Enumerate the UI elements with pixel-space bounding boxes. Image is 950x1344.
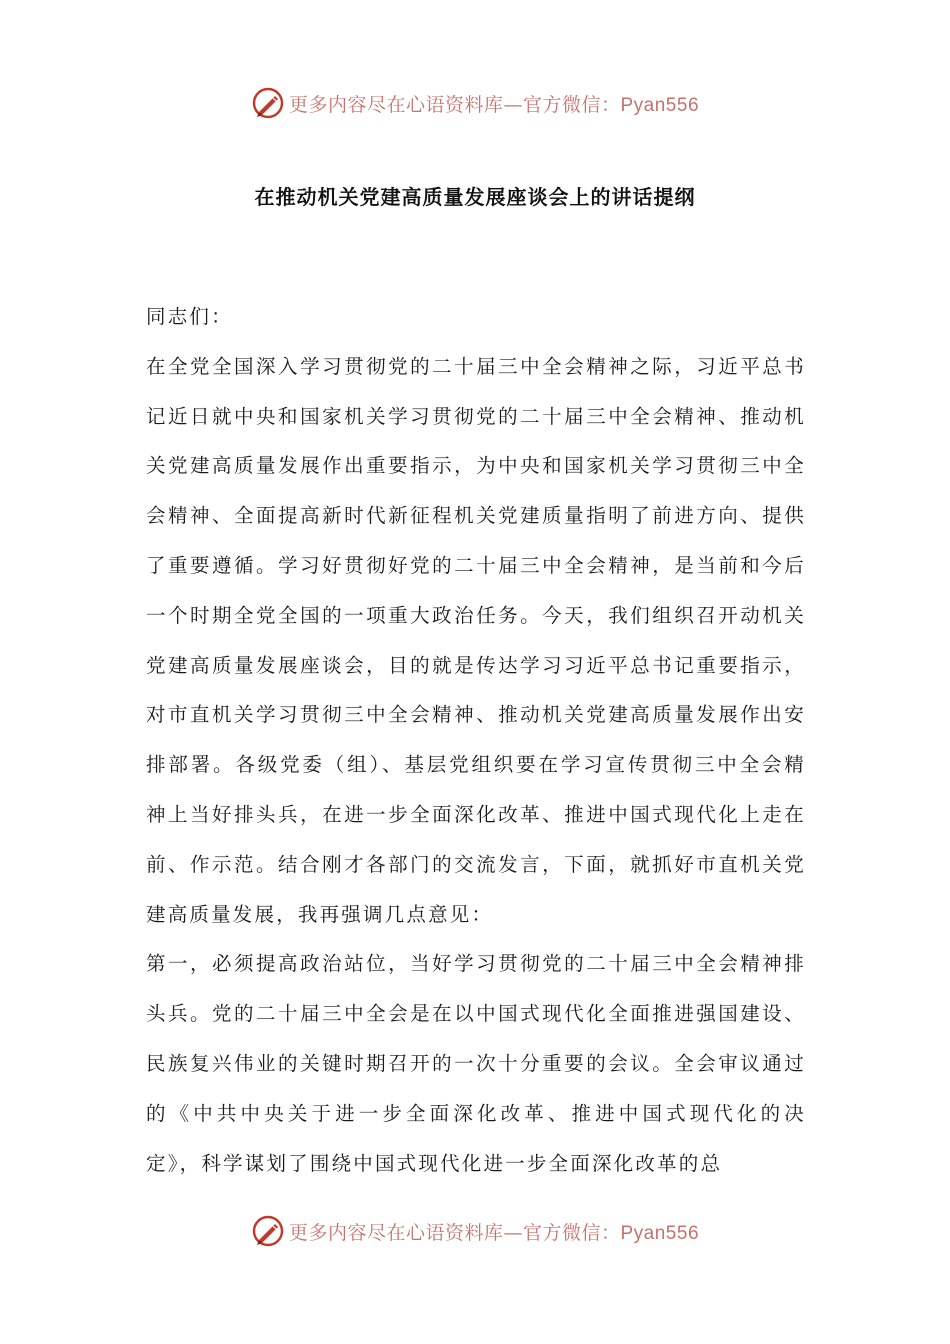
watermark-banner-top bbox=[0, 83, 950, 123]
watermark-text: 更多内容尽在心语资料库—官方微信：Pyan556 bbox=[288, 93, 700, 116]
watermark-banner-bottom bbox=[0, 1211, 950, 1251]
pen-circle-logo-icon bbox=[251, 1214, 285, 1248]
wechat-id: Pyan556 bbox=[620, 1222, 700, 1244]
watermark-text: 更多内容尽在心语资料库—官方微信：Pyan556 bbox=[288, 1221, 700, 1244]
pen-circle-logo-icon bbox=[251, 86, 285, 120]
body-paragraph: 第一，必须提高政治站位，当好学习贯彻党的二十届三中全会精神排头兵。党的二十届三中全会是在以中国式现代化全面推进强国建设、民族复兴伟业的关键时期召开的一次十分重要的会议。全会审议通过的《中共中央关于进一步全面深化改革、推进中国式现代化的决定》，科学谋划了围绕中国式现代化进一步全面深化改革的总 bbox=[146, 952, 806, 1175]
salutation: 同志们： bbox=[146, 305, 233, 328]
body-paragraph: 在全党全国深入学习贯彻党的二十届三中全会精神之际，习近平总书记近日就中央和国家机关学习贯彻党的二十届三中全会精神、推动机关党建高质量发展作出重要指示，为中央和国家机关学习贯彻三中全会精神、全面提高新时代新征程机关党建质量指明了前进方向、提供了重要遵循。学习好贯彻好党的二十届三中全会精神，是当前和今后一个时期全党全国的一项重大政治任务。今天，我们组织召开动机关党建高质量发展座谈会，目的就是传达学习习近平总书记重要指示，对市直机关学习贯彻三中全会精神、推动机关党建高质量发展作出安排部署。各级党委（组）、基层党组织要在学习宣传贯彻三中全会精神上当好排头兵，在进一步全面深化改革、推进中国式现代化上走在前、作示范。结合刚才各部门的交流发言，下面，就抓好市直机关党建高质量发展，我再强调几点意见： bbox=[146, 354, 806, 926]
wechat-id: Pyan556 bbox=[620, 94, 700, 116]
document-body bbox=[146, 292, 806, 1188]
document-title: 在推动机关党建高质量发展座谈会上的讲话提纲 bbox=[254, 185, 696, 209]
